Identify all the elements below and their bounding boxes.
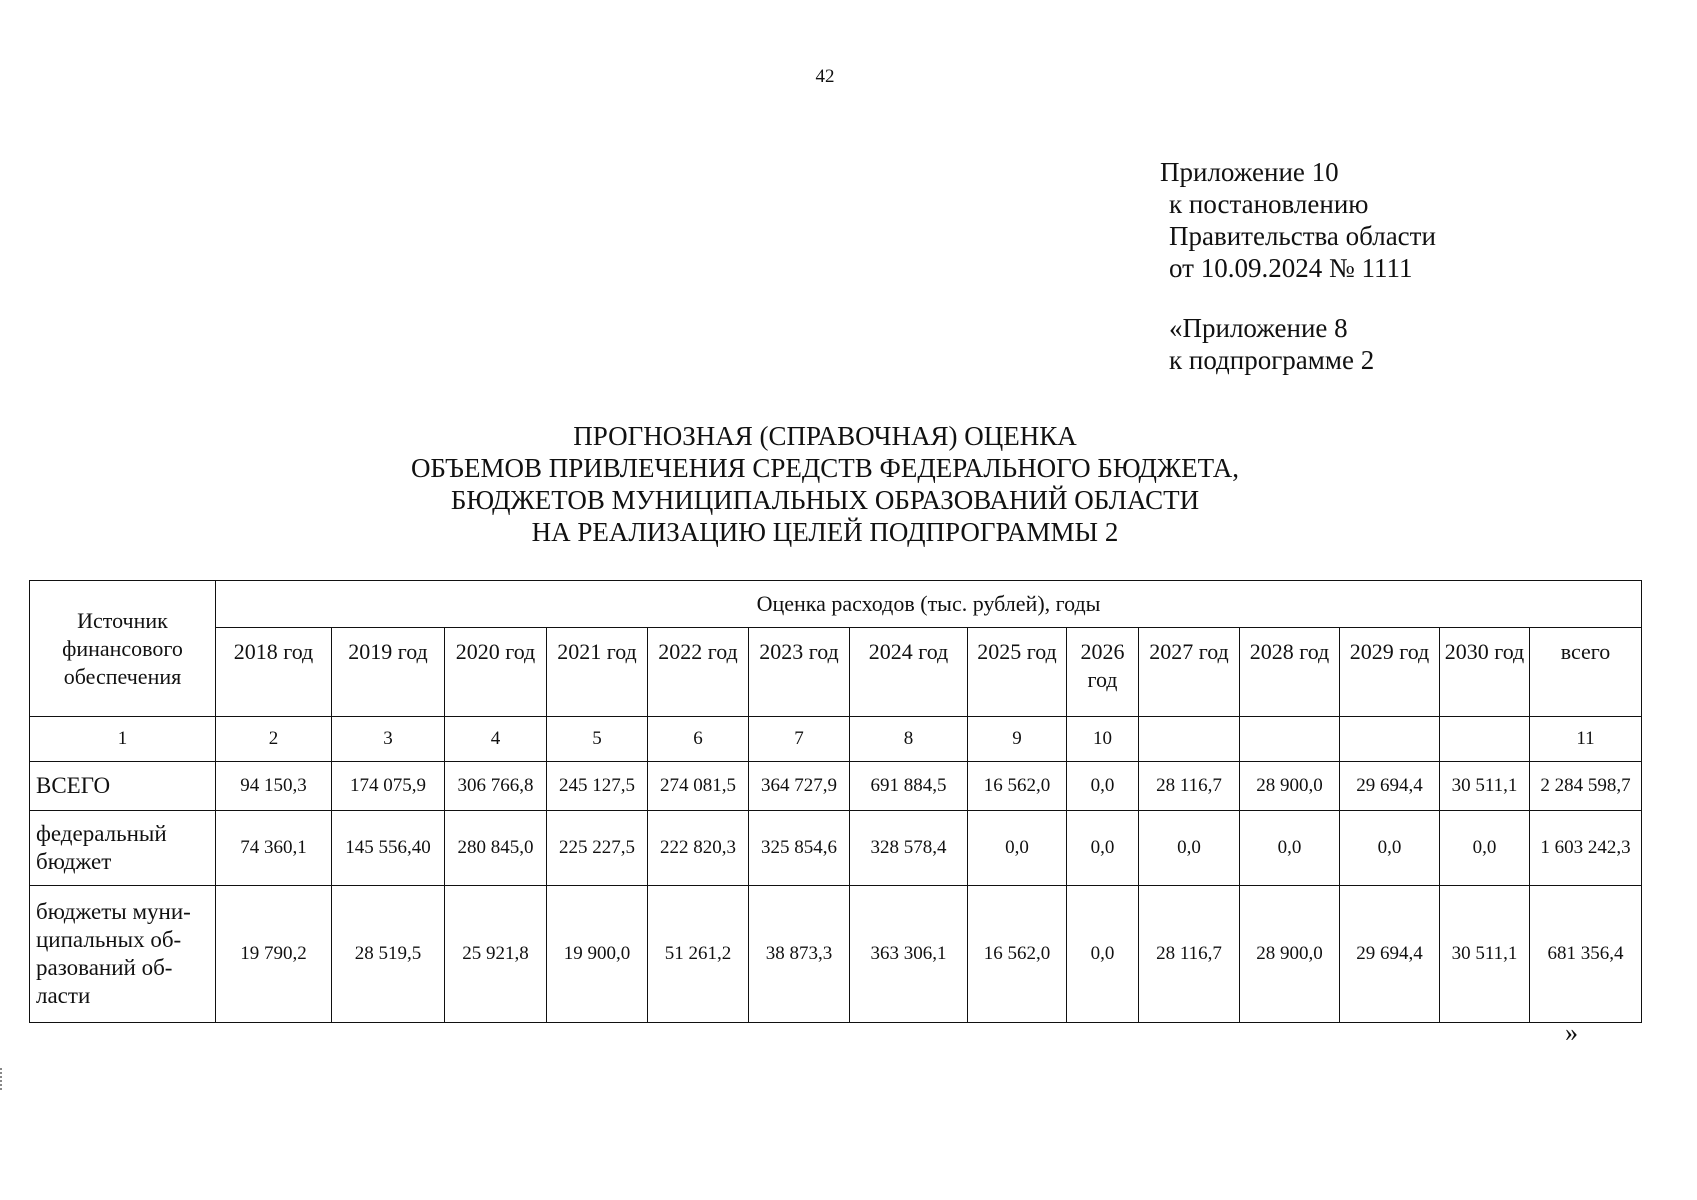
column-number: 2 [216,717,332,762]
table-cell: 28 900,0 [1240,886,1340,1023]
year-header: 2018 год [216,628,332,717]
table-cell: 363 306,1 [850,886,968,1023]
column-number: 6 [648,717,749,762]
scan-edge-mark [0,1068,5,1090]
table-cell: 691 884,5 [850,762,968,811]
year-header: 2023 год [749,628,850,717]
table-cell: 222 820,3 [648,811,749,886]
year-header: 2026 год [1067,628,1139,717]
year-header: 2029 год [1340,628,1440,717]
table-row-municipal [30,886,1642,1023]
table-cell: 1 603 242,3 [1530,811,1642,886]
row-label: бюджеты муни-ципальных об-разований об-ласти [30,886,216,1023]
appendix-line-3: Правительства области [1169,221,1436,251]
column-number [1240,717,1340,762]
table-cell: 16 562,0 [968,762,1067,811]
table-cell: 16 562,0 [968,886,1067,1023]
table-cell: 51 261,2 [648,886,749,1023]
year-header: 2021 год [547,628,648,717]
table-cell: 28 116,7 [1139,762,1240,811]
document-title [0,420,1650,548]
column-number: 1 [30,717,216,762]
column-number [1440,717,1530,762]
table-cell: 25 921,8 [445,886,547,1023]
table-cell: 0,0 [1067,886,1139,1023]
table-cell: 28 519,5 [332,886,445,1023]
table-cell: 29 694,4 [1340,886,1440,1023]
table-cell: 145 556,40 [332,811,445,886]
table-row-federal [30,811,1642,886]
row-label: федеральный бюджет [30,811,216,886]
column-number: 8 [850,717,968,762]
year-header: 2024 год [850,628,968,717]
column-number-row [30,717,1642,762]
title-line-4: НА РЕАЛИЗАЦИЮ ЦЕЛЕЙ ПОДПРОГРАММЫ 2 [531,517,1119,547]
table-cell: 0,0 [1340,811,1440,886]
appendix-line-4: от 10.09.2024 № 1111 [1169,253,1413,283]
table-cell: 681 356,4 [1530,886,1642,1023]
appendix-line-1: Приложение 10 [1160,157,1339,187]
appendix-line-5: «Приложение 8 [1169,313,1348,343]
year-header: 2019 год [332,628,445,717]
page-number: 42 [815,66,835,87]
total-header: всего [1530,628,1642,717]
table-cell: 94 150,3 [216,762,332,811]
table-cell: 274 081,5 [648,762,749,811]
title-line-1: ПРОГНОЗНАЯ (СПРАВОЧНАЯ) ОЦЕНКА [573,421,1077,451]
column-number: 11 [1530,717,1642,762]
title-line-3: БЮДЖЕТОВ МУНИЦИПАЛЬНЫХ ОБРАЗОВАНИЙ ОБЛАСТИ [450,485,1200,515]
table-cell: 0,0 [1440,811,1530,886]
year-header: 2028 год [1240,628,1340,717]
source-header: Источник финансового обеспечения [30,581,216,717]
title-line-2: ОБЪЕМОВ ПРИВЛЕЧЕНИЯ СРЕДСТВ ФЕДЕРАЛЬНОГО БЮДЖЕТА, [410,453,1240,483]
table-cell: 280 845,0 [445,811,547,886]
table-cell: 30 511,1 [1440,762,1530,811]
table-cell: 29 694,4 [1340,762,1440,811]
column-number: 5 [547,717,648,762]
table-cell: 0,0 [1067,811,1139,886]
table-cell: 245 127,5 [547,762,648,811]
appendix-line-2: к постановлению [1169,189,1369,219]
table-cell: 225 227,5 [547,811,648,886]
table-cell: 0,0 [968,811,1067,886]
appendix-gap [1160,284,1436,312]
table-cell: 19 900,0 [547,886,648,1023]
column-number [1340,717,1440,762]
column-number: 3 [332,717,445,762]
table-cell: 0,0 [1139,811,1240,886]
year-header: 2025 год [968,628,1067,717]
year-header: 2022 год [648,628,749,717]
column-number: 7 [749,717,850,762]
table-cell: 306 766,8 [445,762,547,811]
appendix-line-6: к подпрограмме 2 [1169,345,1375,375]
budget-table [29,580,1642,1023]
table-cell: 0,0 [1067,762,1139,811]
year-header: 2027 год [1139,628,1240,717]
column-number [1139,717,1240,762]
year-header: 2020 год [445,628,547,717]
table-cell: 28 116,7 [1139,886,1240,1023]
table-cell: 364 727,9 [749,762,850,811]
table-row-total [30,762,1642,811]
appendix-block [1160,156,1436,376]
column-number: 4 [445,717,547,762]
closing-quote: » [1565,1018,1578,1047]
table-cell: 0,0 [1240,811,1340,886]
table-cell: 2 284 598,7 [1530,762,1642,811]
table-cell: 174 075,9 [332,762,445,811]
year-header: 2030 год [1440,628,1530,717]
table-cell: 28 900,0 [1240,762,1340,811]
table-cell: 328 578,4 [850,811,968,886]
table-cell: 19 790,2 [216,886,332,1023]
table-cell: 38 873,3 [749,886,850,1023]
table-cell: 30 511,1 [1440,886,1530,1023]
expense-group-header: Оценка расходов (тыс. рублей), годы [216,581,1642,628]
table-cell: 325 854,6 [749,811,850,886]
column-number: 10 [1067,717,1139,762]
column-number: 9 [968,717,1067,762]
row-label: ВСЕГО [30,762,216,811]
table-cell: 74 360,1 [216,811,332,886]
